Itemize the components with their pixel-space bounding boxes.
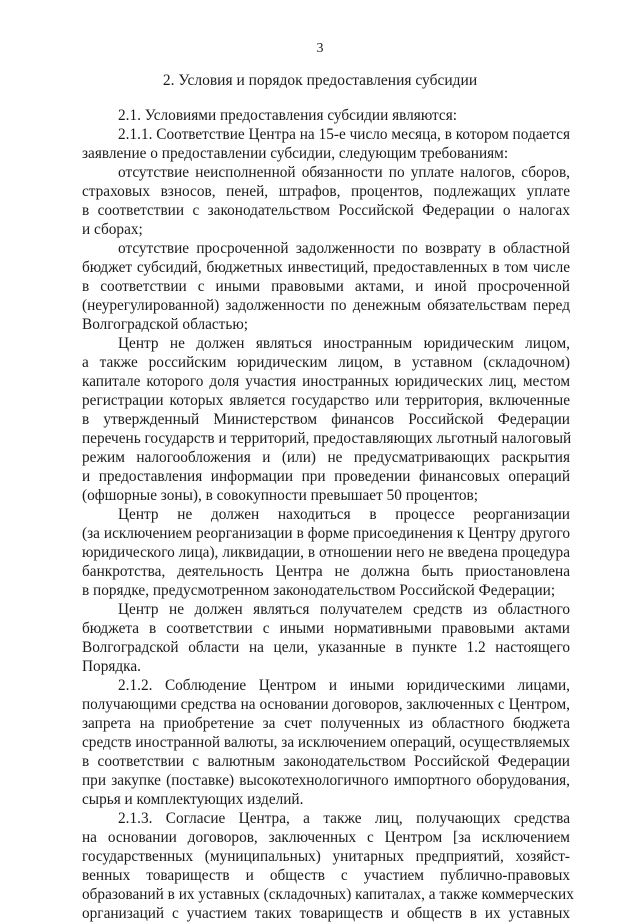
- text-line: при закупке (поставке) высокотехнологичного импортного оборудования,: [82, 772, 570, 789]
- text-line: 2.1.3. Согласие Центра, а также лиц, получающих средства: [118, 810, 570, 827]
- text-line: средств иностранной валюты, за исключением операций, осуществляемых: [82, 734, 571, 751]
- text-line: а также российским юридическим лицом, в уставном (складочном): [82, 354, 570, 371]
- text-line: (офшорные зоны), в совокупности превышает 50 процентов;: [82, 487, 478, 504]
- section-heading: 2. Условия и порядок предоставления субсидии: [162, 72, 478, 89]
- text-line: запрета на приобретение за счет полученных из областного бюджета: [82, 715, 570, 732]
- text-line: Центр не должен являться иностранным юридическим лицом,: [118, 335, 570, 352]
- text-line: режим налогообложения и (или) не предусматривающих раскрытия: [82, 449, 570, 466]
- text-line: образований в их уставных (складочных) капиталах, а также коммерческих: [82, 886, 574, 903]
- text-line: в порядке, предусмотренном законодательством Российской Федерации;: [82, 582, 556, 599]
- text-line: на основании договоров, заключенных с Центром [за исключением: [82, 829, 570, 846]
- text-line: в соответствии с иными правовыми актами, и иной просроченной: [82, 278, 570, 295]
- text-line: перечень государств и территорий, предоставляющих льготный налоговый: [82, 430, 572, 447]
- text-line: 2.1.2. Соблюдение Центром и иными юридическими лицами,: [118, 677, 570, 694]
- text-line: получающими средства на основании договоров, заключенных с Центром,: [82, 696, 570, 713]
- text-line: 2.1.1. Соответствие Центра на 15-е число месяца, в котором подается: [118, 126, 570, 143]
- text-line: Волгоградской области на цели, указанные в пункте 1.2 настоящего: [82, 639, 570, 656]
- text-line: 2.1. Условиями предоставления субсидии являются:: [118, 107, 458, 124]
- text-line: Волгоградской областью;: [82, 316, 249, 333]
- text-line: Порядка.: [82, 658, 141, 675]
- text-line: государственных (муниципальных) унитарных предприятий, хозяйст-: [82, 848, 570, 865]
- page-number: 3: [316, 41, 324, 56]
- text-line: заявление о предоставлении субсидии, следующим требованиям:: [82, 145, 509, 162]
- text-line: (за исключением реорганизации в форме присоединения к Центру другого: [82, 525, 570, 542]
- text-line: и сборах;: [82, 221, 143, 238]
- text-line: страховых взносов, пеней, штрафов, процентов, подлежащих уплате: [82, 183, 570, 200]
- text-line: юридического лица), ликвидации, в отношении него не введена процедура: [82, 544, 570, 561]
- text-line: организаций с участием таких товариществ и обществ в их уставных: [82, 905, 570, 922]
- text-line: в соответствии с валютным законодательством Российской Федерации: [82, 753, 570, 770]
- text-line: (неурегулированной) задолженности по денежным обязательствам перед: [82, 297, 570, 314]
- text-line: бюджета в соответствии с иными нормативными правовыми актами: [82, 620, 570, 637]
- text-line: в соответствии с законодательством Российской Федерации о налогах: [82, 202, 570, 219]
- text-line: Центр не должен являться получателем средств из областного: [118, 601, 570, 618]
- text-line: отсутствие просроченной задолженности по возврату в областной: [118, 240, 570, 257]
- text-line: бюджет субсидий, бюджетных инвестиций, предоставленных в том числе: [82, 259, 570, 276]
- text-line: отсутствие неисполненной обязанности по уплате налогов, сборов,: [118, 164, 570, 181]
- text-line: регистрации которых является государство или территория, включенные: [82, 392, 570, 409]
- document-body: [82, 106, 574, 923]
- text-line: капитале которого доля участия иностранных юридических лиц, местом: [82, 373, 570, 390]
- text-line: в утвержденный Министерством финансов Российской Федерации: [82, 411, 570, 428]
- text-line: и предоставления информации при проведении финансовых операций: [82, 468, 570, 485]
- text-line: Центр не должен находиться в процессе реорганизации: [118, 506, 570, 523]
- text-line: венных товариществ и обществ с участием публично-правовых: [82, 867, 570, 884]
- text-line: банкротства, деятельность Центра не должна быть приостановлена: [82, 563, 570, 580]
- text-line: сырья и комплектующих изделий.: [82, 791, 304, 808]
